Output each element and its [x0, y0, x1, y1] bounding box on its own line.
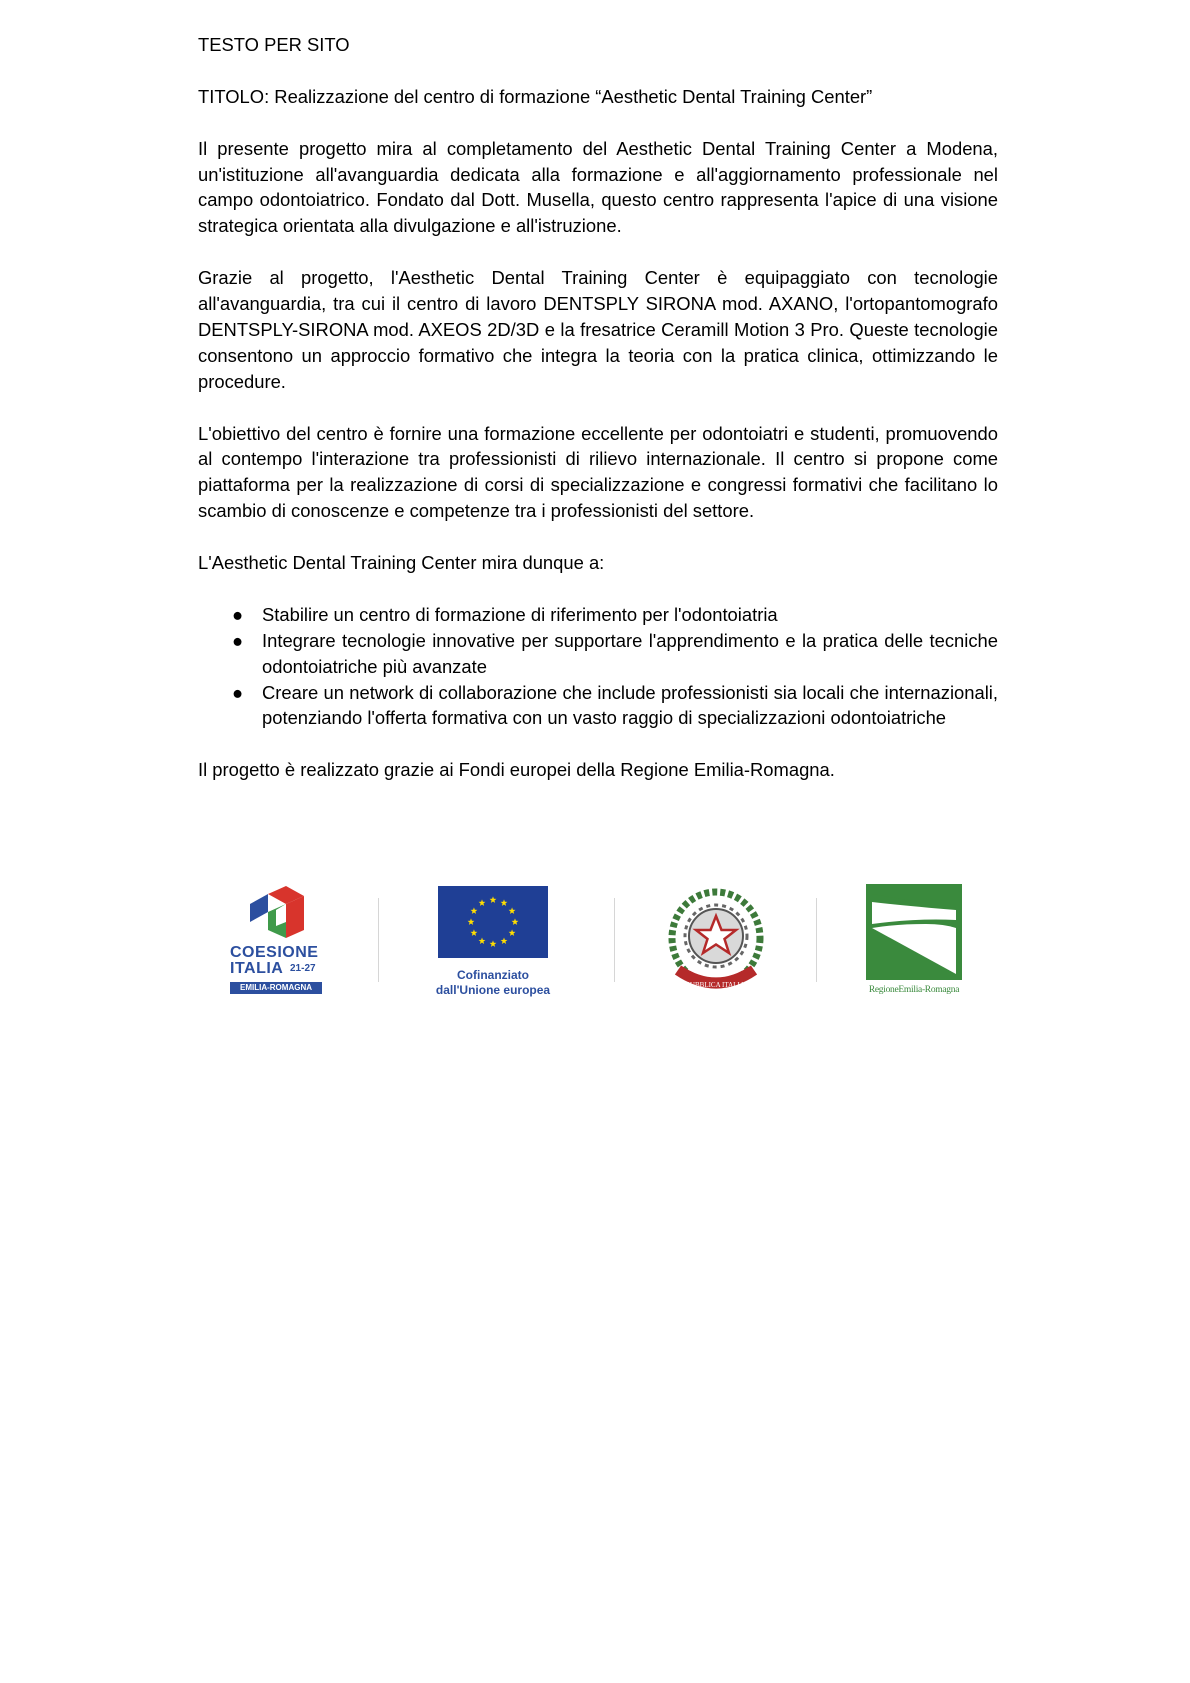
logo-divider	[378, 898, 379, 982]
document-heading: TESTO PER SITO	[198, 34, 350, 55]
paragraph-objective: L'obiettivo del centro è fornire una formazione eccellente per odontoiatri e studenti, promuovendo al contempo l'interazione tra professionisti di rilievo internazionale. Il centro si propone come piattaforma per la realizzazione di corsi di specializzazione e congressi formativi che facilitano lo scambio di conoscenze e competenze tra i professionisti del settore.	[198, 422, 998, 522]
coesione-italia-logo	[228, 886, 328, 1001]
list-item	[198, 680, 998, 732]
coesione-region: EMILIA-ROMAGNA	[230, 982, 322, 994]
repubblica-italiana-emblem	[666, 886, 766, 994]
bullet-icon: ●	[232, 629, 244, 651]
document-title: TITOLO: Realizzazione del centro di formazione “Aesthetic Dental Training Center”	[198, 85, 873, 107]
paragraph-intro: Il presente progetto mira al completamento del Aesthetic Dental Training Center a Modena, un'istituzione all'avanguardia dedicata alla formazione e all'aggiornamento professionale nel campo odontoiatrico. Fondato dal Dott. Musella, questo centro rappresenta l'apice di una visione strategica orientata alla divulgazione e all'istruzione.	[198, 137, 998, 237]
document-body	[198, 32, 998, 783]
eu-flag-icon	[438, 886, 548, 958]
paragraph-technology: Grazie al progetto, l'Aesthetic Dental Training Center è equipaggiato con tecnologie all'avanguardia, tra cui il centro di lavoro DENTSPLY SIRONA mod. AXANO, l'ortopantomografo DENTSPLY-SIRONA mod. AXEOS 2D/3D e la fresatrice Ceramill Motion 3 Pro. Queste tecnologie consentono un approccio formativo che integra la teoria con la pratica clinica, ottimizzando le procedure.	[198, 267, 998, 392]
coesione-years: 21-27	[290, 963, 316, 974]
logo-divider	[614, 898, 615, 982]
aims-list	[198, 602, 998, 732]
regione-flag-icon	[866, 884, 962, 980]
paragraph-aims-intro: L'Aesthetic Dental Training Center mira dunque a:	[198, 552, 605, 574]
list-item	[198, 602, 998, 628]
closing-statement: Il progetto è realizzato grazie ai Fondi europei della Regione Emilia-Romagna.	[198, 759, 835, 781]
eu-caption-line2: dall'Unione europea	[435, 983, 551, 997]
list-item-text: Stabilire un centro di formazione di riferimento per l'odontoiatria	[262, 603, 778, 625]
bullet-icon: ●	[232, 681, 244, 703]
bullet-icon: ●	[232, 603, 244, 625]
list-item-text: Integrare tecnologie innovative per supportare l'apprendimento e la pratica delle tecniche odontoiatriche più avanzate	[262, 629, 998, 677]
regione-emilia-romagna-logo	[866, 884, 962, 1002]
list-item-text: Creare un network di collaborazione che include professionisti sia locali che internazionali, potenziando l'offerta formativa con un vasto raggio di specializzazioni odontoiatriche	[262, 681, 998, 729]
coesione-line2: ITALIA	[230, 960, 284, 977]
emblem-ring-text: REPUBBLICA ITALIANA	[677, 981, 755, 989]
funding-logos	[198, 880, 998, 1010]
list-item	[198, 628, 998, 680]
logo-divider	[816, 898, 817, 982]
coesione-line1: COESIONE	[230, 944, 319, 961]
eu-caption-line1: Cofinanziato	[457, 968, 529, 982]
coesione-cube-icon	[228, 886, 328, 946]
italian-emblem-icon	[666, 886, 766, 994]
regione-caption: RegioneEmilia-Romagna	[868, 985, 960, 995]
eu-cofinanced-logo	[428, 886, 558, 1006]
